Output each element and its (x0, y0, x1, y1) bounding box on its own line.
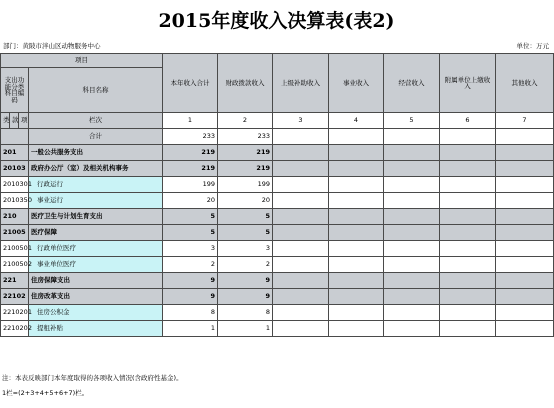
empty-cell (273, 193, 329, 209)
empty-cell (384, 257, 440, 273)
report-title: 2015年度收入决算表(表2) (158, 10, 395, 32)
empty-cell (496, 305, 554, 321)
total-value: 233 (163, 129, 218, 145)
row-value: 9 (163, 289, 218, 305)
row-value: 219 (218, 161, 273, 177)
row-value: 20 (163, 193, 218, 209)
empty-cell (496, 321, 554, 337)
empty-cell (329, 145, 384, 161)
empty-cell (496, 257, 554, 273)
row-value: 5 (218, 225, 273, 241)
row-value: 2 (163, 257, 218, 273)
header-col-5: 经营收入 (384, 54, 440, 113)
row-code: 210 (1, 209, 29, 225)
table-row (1, 177, 554, 193)
row-code: 2210201 (1, 305, 29, 321)
empty-cell (440, 193, 496, 209)
empty-cell (384, 161, 440, 177)
empty-cell (440, 321, 496, 337)
footnote-1: 注：本表反映部门本年度取得的各项收入情况(含政府性基金)。 (2, 374, 183, 382)
empty-cell (496, 273, 554, 289)
table-row (1, 193, 554, 209)
empty-cell (384, 273, 440, 289)
row-value: 8 (163, 305, 218, 321)
empty-cell (496, 289, 554, 305)
row-value: 219 (218, 145, 273, 161)
header-code: 支出功能分类科目编码 (1, 68, 29, 113)
empty-cell (384, 145, 440, 161)
row-name: 政府办公厅（室）及相关机构事务 (29, 161, 163, 177)
row-code: 21005 (1, 225, 29, 241)
empty-cell (273, 289, 329, 305)
row-code: 22102 (1, 289, 29, 305)
header-col-1: 本年收入合计 (163, 54, 218, 113)
table-row (1, 305, 554, 321)
empty-cell (273, 209, 329, 225)
row-value: 9 (218, 289, 273, 305)
empty-cell (440, 289, 496, 305)
header-class: 类 (1, 113, 10, 129)
row-name: 事业运行 (29, 193, 163, 209)
empty-cell (329, 161, 384, 177)
row-name: 住房改革支出 (29, 289, 163, 305)
empty-cell (329, 209, 384, 225)
empty-cell (440, 129, 496, 145)
empty-cell (329, 241, 384, 257)
row-value: 5 (218, 209, 273, 225)
empty-cell (440, 305, 496, 321)
empty-cell (384, 305, 440, 321)
footnote-2: 1栏=(2+3+4+5+6+7)栏。 (2, 389, 89, 397)
empty-cell (440, 225, 496, 241)
row-name: 一般公共服务支出 (29, 145, 163, 161)
header-project: 项目 (1, 54, 163, 68)
row-value: 199 (163, 177, 218, 193)
row-value: 1 (163, 321, 218, 337)
header-name: 科目名称 (29, 68, 163, 113)
row-code: 2010301 (1, 177, 29, 193)
row-code: 201 (1, 145, 29, 161)
empty-cell (329, 289, 384, 305)
row-value: 1 (218, 321, 273, 337)
empty-cell (273, 273, 329, 289)
empty-cell (329, 257, 384, 273)
header-col-2: 财政拨款收入 (218, 54, 273, 113)
table-row (1, 241, 554, 257)
row-value: 5 (163, 209, 218, 225)
unit-label: 单位：万元 (516, 42, 549, 50)
empty-cell (329, 321, 384, 337)
row-value: 219 (163, 145, 218, 161)
row-value: 9 (163, 273, 218, 289)
empty-cell (384, 321, 440, 337)
empty-cell (273, 177, 329, 193)
table-row (1, 161, 554, 177)
income-table (0, 53, 554, 337)
table-row (1, 145, 554, 161)
line-number: 3 (273, 113, 329, 129)
empty-cell (384, 289, 440, 305)
row-name: 住房公积金 (29, 305, 163, 321)
department-label: 部门：黄陂市泮山区动物服务中心 (3, 42, 101, 50)
empty-cell (384, 209, 440, 225)
row-value: 8 (218, 305, 273, 321)
row-name: 住房保障支出 (29, 273, 163, 289)
header-col-4: 事业收入 (329, 54, 384, 113)
empty-cell (273, 321, 329, 337)
row-code: 2100501 (1, 241, 29, 257)
empty-cell (440, 257, 496, 273)
row-name: 行政运行 (29, 177, 163, 193)
empty-cell (273, 129, 329, 145)
row-name: 医疗卫生与计划生育支出 (29, 209, 163, 225)
line-number: 5 (384, 113, 440, 129)
row-code: 20103 (1, 161, 29, 177)
header-col-7: 其他收入 (496, 54, 554, 113)
line-number: 4 (329, 113, 384, 129)
empty-cell (440, 241, 496, 257)
header-col-3: 上级补助收入 (273, 54, 329, 113)
table-row (1, 257, 554, 273)
header-kuan: 款 (10, 113, 19, 129)
empty-cell (496, 129, 554, 145)
total-label: 合计 (29, 129, 163, 145)
empty-cell (384, 225, 440, 241)
empty-cell (440, 273, 496, 289)
row-value: 9 (218, 273, 273, 289)
table-row (1, 289, 554, 305)
empty-cell (329, 225, 384, 241)
row-code: 2010350 (1, 193, 29, 209)
row-value: 2 (218, 257, 273, 273)
row-value: 219 (163, 161, 218, 177)
row-value: 3 (218, 241, 273, 257)
empty-cell (496, 161, 554, 177)
line-number: 6 (440, 113, 496, 129)
empty-cell (273, 225, 329, 241)
empty-cell (273, 161, 329, 177)
row-value: 3 (163, 241, 218, 257)
empty-cell (496, 209, 554, 225)
row-name: 提租补贴 (29, 321, 163, 337)
empty-cell (496, 177, 554, 193)
empty-cell (384, 193, 440, 209)
empty-cell (496, 145, 554, 161)
total-blank (1, 129, 29, 145)
row-code: 221 (1, 273, 29, 289)
line-number: 1 (163, 113, 218, 129)
empty-cell (329, 305, 384, 321)
empty-cell (496, 225, 554, 241)
empty-cell (329, 177, 384, 193)
empty-cell (329, 273, 384, 289)
header-col-6: 附属单位上缴收入 (440, 54, 496, 113)
line-number-label: 栏次 (29, 113, 163, 129)
empty-cell (273, 145, 329, 161)
empty-cell (273, 241, 329, 257)
empty-cell (384, 129, 440, 145)
line-number: 7 (496, 113, 554, 129)
empty-cell (384, 177, 440, 193)
empty-cell (440, 209, 496, 225)
row-name: 行政单位医疗 (29, 241, 163, 257)
row-value: 5 (163, 225, 218, 241)
empty-cell (440, 177, 496, 193)
empty-cell (329, 129, 384, 145)
row-value: 20 (218, 193, 273, 209)
empty-cell (440, 145, 496, 161)
empty-cell (329, 193, 384, 209)
empty-cell (496, 193, 554, 209)
empty-cell (273, 305, 329, 321)
table-row (1, 273, 554, 289)
empty-cell (384, 241, 440, 257)
row-name: 医疗保障 (29, 225, 163, 241)
row-name: 事业单位医疗 (29, 257, 163, 273)
line-number: 2 (218, 113, 273, 129)
header-xiang: 项 (19, 113, 29, 129)
row-value: 199 (218, 177, 273, 193)
table-row (1, 209, 554, 225)
row-code: 2100502 (1, 257, 29, 273)
table-row (1, 225, 554, 241)
empty-cell (273, 257, 329, 273)
table-row (1, 321, 554, 337)
total-value: 233 (218, 129, 273, 145)
empty-cell (440, 161, 496, 177)
empty-cell (496, 241, 554, 257)
row-code: 2210202 (1, 321, 29, 337)
